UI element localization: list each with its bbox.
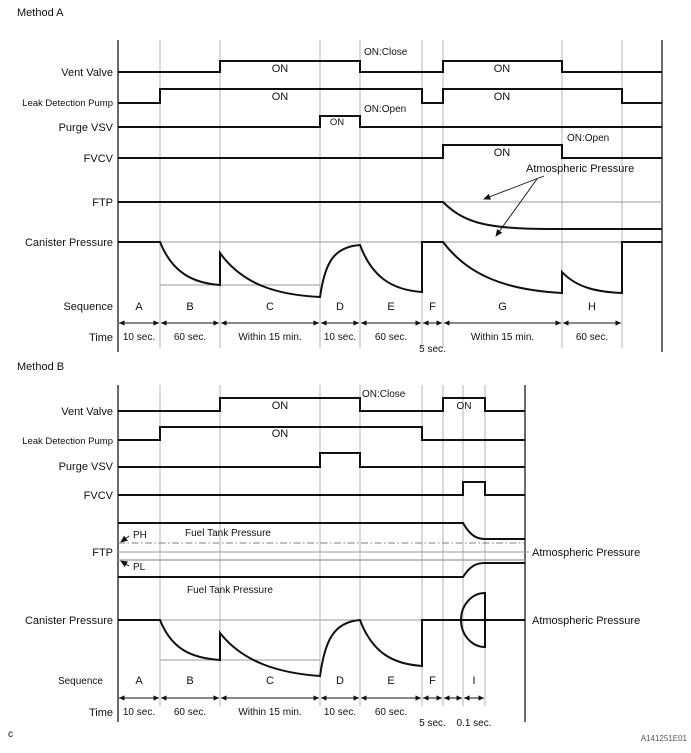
- sequence-label: B: [186, 301, 194, 313]
- vent-valve-on-label-2: ON: [493, 63, 511, 75]
- atmospheric-pressure-label-ftp: Atmospheric Pressure: [532, 547, 641, 559]
- time-label: Within 15 min.: [470, 332, 535, 343]
- sequence-label: A: [135, 301, 143, 313]
- time-label: 10 sec.: [122, 332, 156, 343]
- row-label-time: Time: [88, 707, 113, 719]
- method-a-title: Method A: [17, 7, 64, 19]
- purge-vsv-on-open-note: ON:Open: [364, 104, 407, 115]
- row-label-time: Time: [88, 332, 113, 344]
- row-label-purge-vsv: Purge VSV: [58, 461, 113, 473]
- sequence-label: C: [266, 301, 274, 313]
- time-label: 60 sec.: [374, 707, 408, 718]
- sequence-label: I: [472, 675, 476, 687]
- time-label: 10 sec.: [323, 332, 357, 343]
- row-label-canister-pressure: Canister Pressure: [24, 237, 113, 249]
- sequence-label: E: [387, 301, 395, 313]
- sequence-label: C: [266, 675, 274, 687]
- figure-code: A141251E01: [640, 734, 687, 743]
- vent-valve-pulse-on-label: ON: [456, 401, 472, 412]
- row-label-leak-detection-pump: Leak Detection Pump: [22, 98, 113, 109]
- time-label: Within 15 min.: [238, 707, 302, 718]
- pl-label: PL: [133, 562, 146, 573]
- row-label-leak-detection-pump: Leak Detection Pump: [22, 436, 113, 447]
- time-label: 60 sec.: [374, 332, 408, 343]
- sequence-label: A: [135, 675, 143, 687]
- page-corner-mark: c: [8, 729, 13, 740]
- time-label: 5 sec.: [419, 718, 446, 729]
- sequence-label: E: [387, 675, 395, 687]
- pump-on-label: ON: [271, 428, 289, 440]
- time-label: 60 sec.: [575, 332, 609, 343]
- vent-valve-on-label: ON: [271, 400, 289, 412]
- sequence-label: B: [186, 675, 194, 687]
- sequence-label: D: [336, 675, 344, 687]
- row-label-vent-valve: Vent Valve: [61, 67, 113, 79]
- row-label-sequence: Sequence: [57, 676, 103, 687]
- row-label-fvcv: FVCV: [83, 490, 113, 502]
- atmospheric-pressure-label-canister: Atmospheric Pressure: [532, 615, 641, 627]
- row-label-fvcv: FVCV: [83, 153, 113, 165]
- method-b-title: Method B: [17, 361, 65, 373]
- fvcv-on-label: ON: [493, 147, 511, 159]
- vent-valve-on-close-note: ON:Close: [362, 389, 406, 400]
- vent-valve-on-label-1: ON: [271, 63, 289, 75]
- time-label: 10 sec.: [122, 707, 156, 718]
- vent-valve-on-close-note: ON:Close: [364, 47, 408, 58]
- row-label-sequence: Sequence: [63, 301, 113, 313]
- time-label: 60 sec.: [173, 332, 207, 343]
- time-label: 60 sec.: [173, 707, 207, 718]
- row-label-canister-pressure: Canister Pressure: [24, 615, 113, 627]
- row-label-ftp: FTP: [92, 547, 113, 559]
- pump-on-label-2: ON: [493, 91, 511, 103]
- sequence-label: D: [336, 301, 344, 313]
- purge-vsv-on-label: ON: [329, 117, 345, 128]
- row-label-vent-valve: Vent Valve: [61, 406, 113, 418]
- fuel-tank-pressure-upper-label: Fuel Tank Pressure: [185, 528, 271, 539]
- pump-on-label-1: ON: [271, 91, 289, 103]
- sequence-label: G: [498, 301, 507, 313]
- time-label: 0.1 sec.: [456, 718, 492, 729]
- time-label: Within 15 min.: [238, 332, 302, 343]
- time-label: 10 sec.: [323, 707, 357, 718]
- fvcv-on-open-note: ON:Open: [567, 133, 610, 144]
- sequence-label: F: [429, 675, 436, 687]
- atmospheric-pressure-label: Atmospheric Pressure: [526, 163, 635, 175]
- sequence-label: F: [429, 301, 436, 313]
- ph-label: PH: [133, 530, 147, 541]
- fuel-tank-pressure-lower-label: Fuel Tank Pressure: [187, 585, 273, 596]
- row-label-ftp: FTP: [92, 197, 113, 209]
- row-label-purge-vsv: Purge VSV: [58, 122, 113, 134]
- time-label: 5 sec.: [419, 344, 446, 355]
- sequence-label: H: [588, 301, 596, 313]
